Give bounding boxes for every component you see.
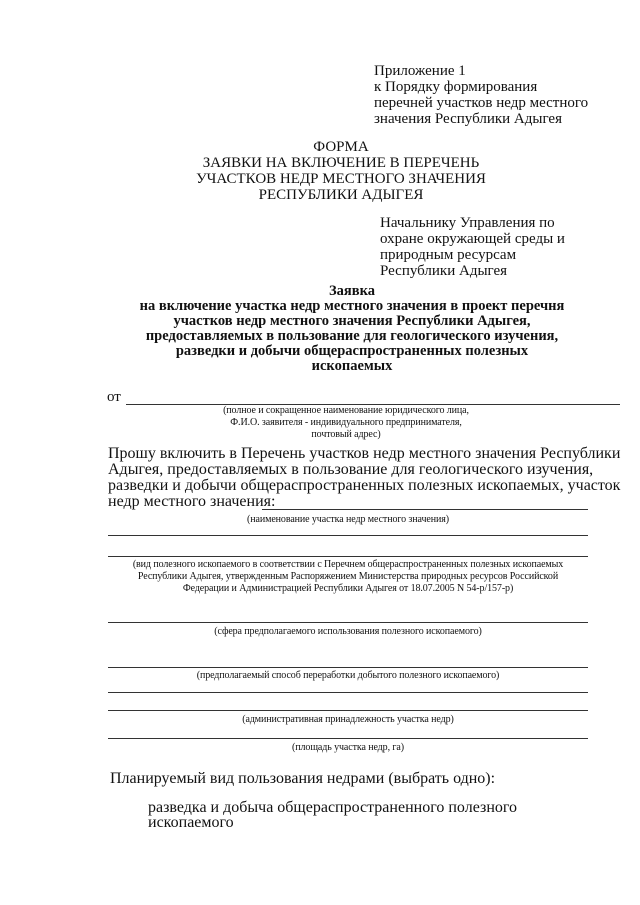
- site-name-field[interactable]: [108, 535, 588, 536]
- admin-affiliation-hint: (административная принадлежность участка недр): [242, 714, 454, 725]
- form-title-line: ЗАЯВКИ НА ВКЛЮЧЕНИЕ В ПЕРЕЧЕНЬ: [202, 155, 480, 171]
- application-line: предоставляемых в пользование для геологического изучения,: [145, 328, 559, 344]
- area-hint: (площадь участка недр, га): [292, 742, 404, 753]
- application-title: Заявка: [329, 283, 375, 299]
- appendix-line: к Порядку формирования: [374, 79, 538, 95]
- mineral-type-field[interactable]: [108, 556, 588, 557]
- request-line: недр местного значения:: [108, 493, 276, 510]
- applicant-hint-line: почтовый адрес): [311, 429, 381, 440]
- applicant-hint-line: Ф.И.О. заявителя - индивидуального предпринимателя,: [230, 417, 462, 428]
- request-line: Адыгея, предоставляемых в пользование для геологического изучения,: [108, 461, 594, 478]
- addressee-line: Начальнику Управления по: [380, 215, 555, 231]
- application-line: ископаемых: [311, 358, 393, 374]
- processing-method-hint: (предполагаемый способ переработки добытого полезного ископаемого): [196, 670, 500, 681]
- application-line: на включение участка недр местного значения в проект перечня: [139, 298, 565, 314]
- mineral-type-hint-line: Федерации и Администрацией Республики Адыгея от 18.07.2005 N 54-р/157-р): [182, 583, 514, 594]
- area-field[interactable]: [108, 738, 588, 739]
- form-title-line: ФОРМА: [313, 139, 369, 155]
- addressee-line: Республики Адыгея: [380, 263, 508, 279]
- processing-method-field[interactable]: [108, 667, 588, 668]
- site-name-field-inline[interactable]: [262, 509, 588, 510]
- applicant-hint-line: (полное и сокращенное наименование юридического лица,: [223, 405, 469, 416]
- application-line: участков недр местного значения Республики Адыгея,: [173, 313, 531, 329]
- mineral-type-hint-line: Республики Адыгея, утвержденным Распоряжением Министерства природных ресурсов Российской: [137, 571, 559, 582]
- appendix-line: значения Республики Адыгея: [374, 111, 562, 127]
- appendix-line: перечней участков недр местного: [374, 95, 589, 111]
- site-name-hint: (наименование участка недр местного значения): [247, 514, 449, 525]
- usage-label: Планируемый вид пользования недрами (выбрать одно):: [110, 770, 496, 787]
- addressee-line: охране окружающей среды и: [380, 231, 565, 247]
- appendix-line: Приложение 1: [374, 63, 466, 79]
- usage-option-line: разведка и добыча общераспространенного полезного: [148, 799, 518, 816]
- admin-affiliation-field[interactable]: [108, 710, 588, 711]
- form-title-line: РЕСПУБЛИКИ АДЫГЕЯ: [258, 187, 424, 203]
- from-label: от: [107, 389, 121, 405]
- addressee-line: природным ресурсам: [380, 247, 517, 263]
- request-line: разведки и добычи общераспространенных полезных ископаемых, участок: [108, 477, 621, 494]
- application-line: разведки и добычи общераспространенных полезных: [175, 343, 529, 359]
- usage-option-line: ископаемого: [148, 814, 234, 831]
- usage-sphere-field[interactable]: [108, 622, 588, 623]
- request-line: Прошу включить в Перечень участков недр местного значения Республики: [108, 445, 621, 462]
- usage-sphere-hint: (сфера предполагаемого использования полезного ископаемого): [214, 626, 482, 637]
- processing-method-field-2[interactable]: [108, 692, 588, 693]
- form-title-line: УЧАСТКОВ НЕДР МЕСТНОГО ЗНАЧЕНИЯ: [196, 171, 486, 187]
- mineral-type-hint-line: (вид полезного ископаемого в соответствии с Перечнем общераспространенных полезных ископаемых: [132, 559, 564, 570]
